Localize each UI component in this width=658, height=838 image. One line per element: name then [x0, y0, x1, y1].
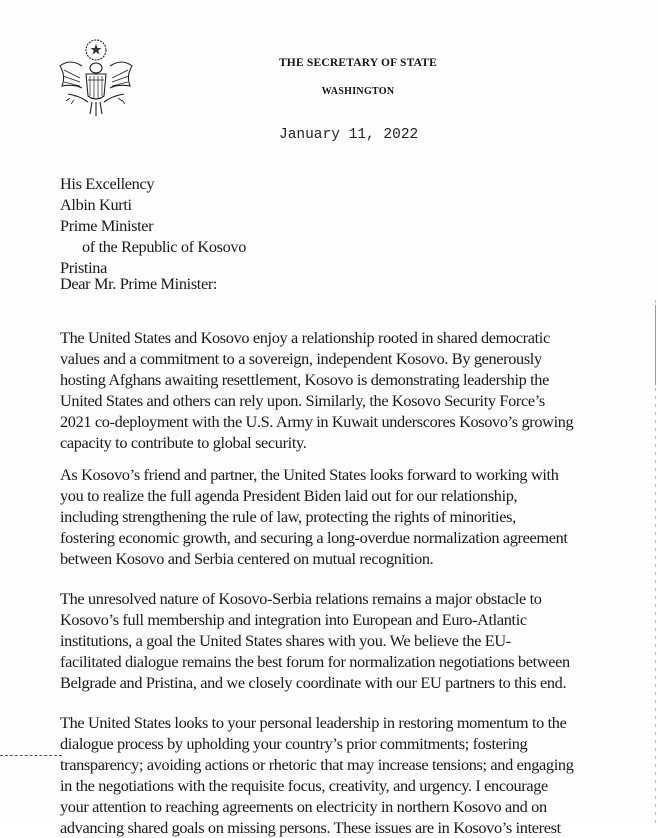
text-line: values and a commitment to a sovereign, independent Kosovo. By generously	[60, 349, 542, 368]
address-line: His Excellency	[60, 174, 155, 193]
text-line: between Kosovo and Serbia centered on mutual recognition.	[60, 549, 434, 568]
great-seal-icon	[52, 36, 140, 122]
text-line: Kosovo’s full membership and integration into European and Euro-Atlantic	[60, 610, 527, 629]
text-line: As Kosovo’s friend and partner, the United States looks forward to working with	[60, 465, 559, 484]
letterhead-city: WASHINGTON	[321, 86, 395, 97]
address-line: of the Republic of Kosovo	[82, 237, 246, 256]
salutation: Dear Mr. Prime Minister:	[60, 274, 218, 293]
text-line: The United States looks to your personal leadership in restoring momentum to the	[60, 713, 567, 732]
paragraph	[60, 327, 658, 453]
paragraph	[60, 712, 658, 838]
text-line: fostering economic growth, and securing a long-overdue normalization agreement	[60, 528, 568, 547]
letterhead-title: THE SECRETARY OF STATE	[278, 57, 438, 69]
text-line: capacity to contribute to global security.	[60, 433, 307, 452]
text-line: facilitated dialogue remains the best forum for normalization negotiations between	[60, 652, 570, 671]
text-line: hosting Afghans awaiting resettlement, Kosovo is demonstrating leadership the	[60, 370, 549, 389]
text-line: United States and others can rely upon. Similarly, the Kosovo Security Force’s	[60, 391, 545, 410]
text-line: including strengthening the rule of law, protecting the rights of minorities,	[60, 507, 516, 526]
text-line: institutions, a goal the United States shares with you. We believe the EU-	[60, 631, 511, 650]
address-line: Albin Kurti	[60, 195, 132, 214]
text-line: in the negotiations with the requisite focus, creativity, and urgency. I encourage	[60, 776, 548, 795]
text-line: 2021 co-deployment with the U.S. Army in Kuwait underscores Kosovo’s growing	[60, 412, 574, 431]
address-line: Prime Minister	[60, 216, 154, 235]
text-line: dialogue process by upholding your country’s prior commitments; fostering	[60, 734, 528, 753]
paragraph	[60, 588, 658, 693]
address-line: Pristina	[60, 258, 107, 277]
text-line: advancing shared goals on missing persons. These issues are in Kosovo’s interest	[60, 818, 561, 837]
recipient-address	[60, 173, 246, 278]
letter-date: January 11, 2022	[279, 127, 419, 143]
text-line: transparency; avoiding actions or rhetoric that may increase tensions; and engaging	[60, 755, 574, 774]
text-line: The unresolved nature of Kosovo-Serbia relations remains a major obstacle to	[60, 589, 542, 608]
text-line: The United States and Kosovo enjoy a relationship rooted in shared democratic	[60, 328, 550, 347]
paragraph	[60, 464, 658, 569]
text-line: you to realize the full agenda President Biden laid out for our relationship,	[60, 486, 518, 505]
margin-dash-mark	[0, 755, 62, 756]
scan-margin-rule-solid	[655, 305, 656, 385]
text-line: Belgrade and Pristina, and we closely coordinate with our EU partners to this end.	[60, 673, 567, 692]
text-line: your attention to reaching agreements on electricity in northern Kosovo and on	[60, 797, 547, 816]
